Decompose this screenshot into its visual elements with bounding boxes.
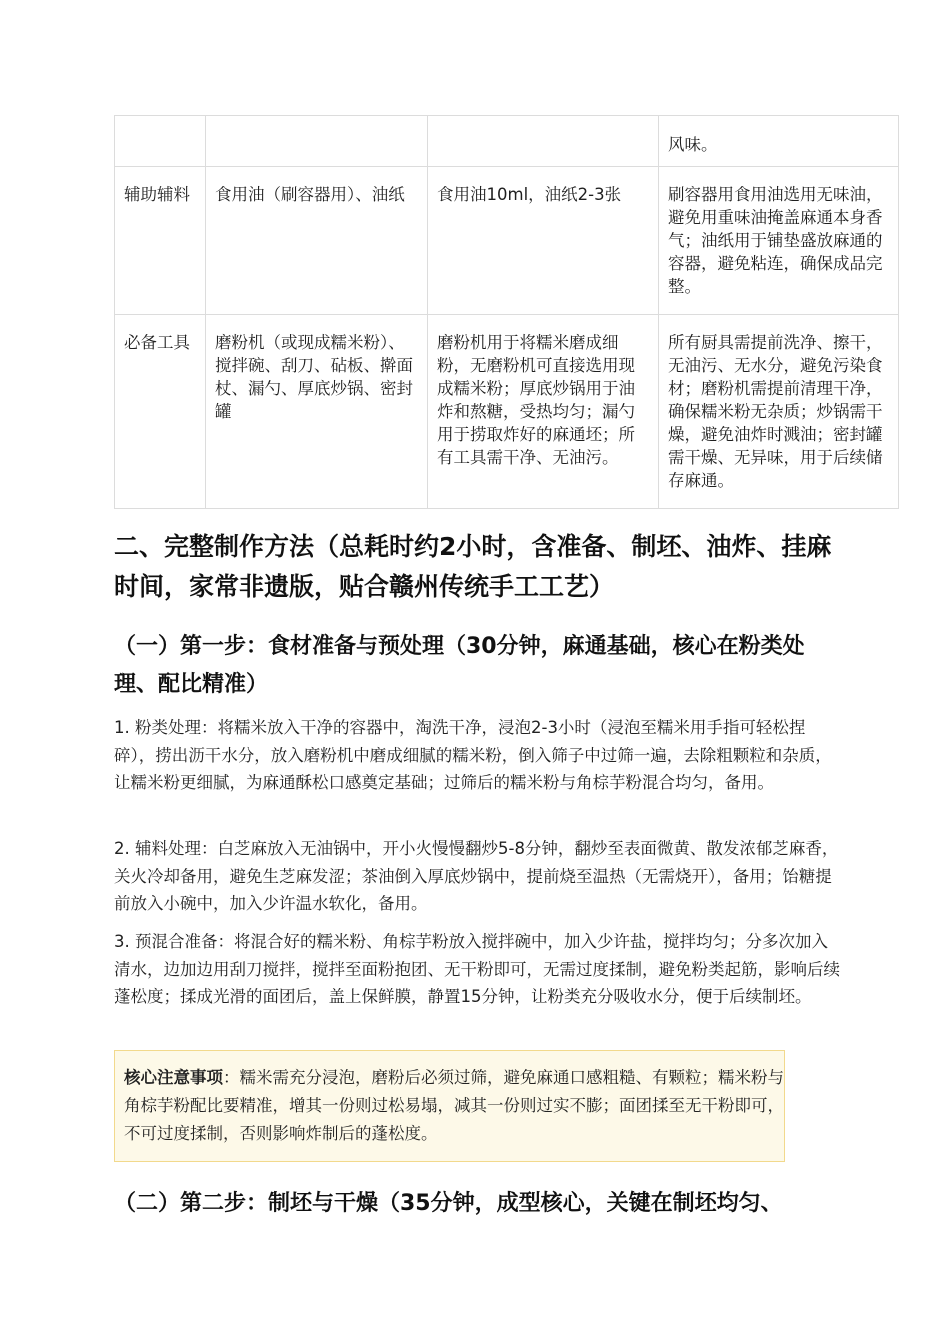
step1-item-1: 1. 粉类处理：将糯米放入干净的容器中，淘洗干净，浸泡2-3小时（浸泡至糯米用手指可轻松捏碎），捞出沥干水分，放入磨粉机中磨成细腻的糯米粉，倒入筛子中过筛一遍，去除粗颗粒和杂质，让糯米粉更细腻，为麻通酥松口感奠定基础；过筛后的糯米粉与角棕芋粉混合均匀，备用。	[114, 718, 832, 792]
table-cell	[428, 116, 659, 167]
section-heading: 二、完整制作方法（总耗时约2小时，含准备、制坯、油炸、挂麻时间，家常非遗版，贴合赣州传统手工工艺）	[114, 532, 832, 601]
table-cell: 刷容器用食用油选用无味油，避免用重味油掩盖麻通本身香气；油纸用于铺垫盛放麻通的容器，避免粘连，确保成品完整。	[659, 167, 899, 315]
key-notes-callout	[114, 1050, 785, 1162]
table-cell: 食用油10ml，油纸2-3张	[428, 167, 659, 315]
table-cell: 磨粉机用于将糯米磨成细粉，无磨粉机可直接选用现成糯米粉；厚底炒锅用于油炸和熬糖，受热均匀；漏勺用于捞取炸好的麻通坯；所有工具需干净、无油污。	[428, 315, 659, 509]
table-row	[115, 116, 899, 167]
table-cell: 食用油（刷容器用）、油纸	[206, 167, 428, 315]
step2-heading: （二）第二步：制坯与干燥（35分钟，成型核心，关键在制坯均匀、	[114, 1191, 783, 1216]
step1-item-3: 3. 预混合准备：将混合好的糯米粉、角棕芋粉放入搅拌碗中，加入少许盐，搅拌均匀；分多次加入清水，边加边用刮刀搅拌，搅拌至面粉抱团、无干粉即可，无需过度揉制，避免粉类起筋，影响后续蓬松度；揉成光滑的面团后，盖上保鲜膜，静置15分钟，让粉类充分吸收水分，便于后续制坯。	[114, 932, 840, 1006]
step1-heading: （一）第一步：食材准备与预处理（30分钟，麻通基础，核心在粉类处理、配比精准）	[114, 634, 805, 697]
table-cell: 风味。	[659, 116, 899, 167]
table-cell	[115, 116, 206, 167]
table-row	[115, 167, 899, 315]
table-cell	[206, 116, 428, 167]
step1-item-2: 2. 辅料处理：白芝麻放入无油锅中，开小火慢慢翻炒5-8分钟，翻炒至表面微黄、散发浓郁芝麻香，关火冷却备用，避免生芝麻发涩；茶油倒入厚底炒锅中，提前烧至温热（无需烧开），备用；饴糖提前放入小碗中，加入少许温水软化，备用。	[114, 839, 839, 913]
note-text: ：糯米需充分浸泡，磨粉后必须过筛，避免麻通口感粗糙、有颗粒；糯米粉与角棕芋粉配比要精准，增其一份则过松易塌，减其一份则过实不膨；面团揉至无干粉即可，不可过度揉制，否则影响炸制后的蓬松度。	[124, 1068, 784, 1143]
table-cell: 必备工具	[115, 315, 206, 509]
ingredients-table	[114, 115, 899, 509]
note-label: 核心注意事项	[124, 1068, 223, 1087]
table-cell: 辅助辅料	[115, 167, 206, 315]
table-cell: 所有厨具需提前洗净、擦干，无油污、无水分，避免污染食材；磨粉机需提前清理干净，确保糯米粉无杂质；炒锅需干燥，避免油炸时溅油；密封罐需干燥、无异味，用于后续储存麻通。	[659, 315, 899, 509]
table-row	[115, 315, 899, 509]
table-cell: 磨粉机（或现成糯米粉）、搅拌碗、刮刀、砧板、擀面杖、漏勺、厚底炒锅、密封罐	[206, 315, 428, 509]
document-page	[114, 115, 898, 1216]
